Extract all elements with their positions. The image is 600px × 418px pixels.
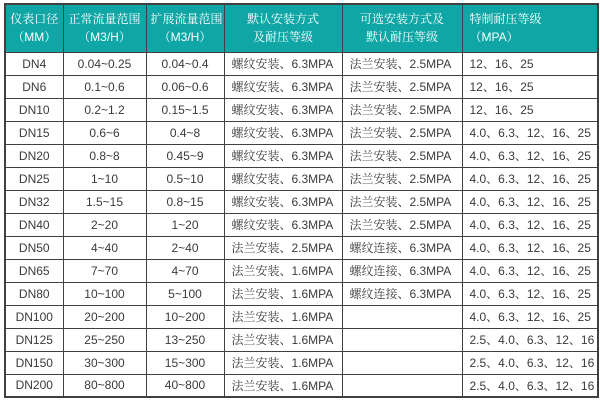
cell-optional-install-method: 螺纹连接、6.3MPA xyxy=(342,282,462,305)
cell-default-install-method: 螺纹安装、6.3MPA xyxy=(224,75,342,98)
cell-normal-flow-range: 0.2~1.2 xyxy=(63,98,146,121)
table-row-dn100 xyxy=(5,305,598,328)
cell-normal-flow-range: 30~300 xyxy=(63,351,146,374)
cell-normal-flow-range: 2~20 xyxy=(63,213,146,236)
column-header-line: （M3/H） xyxy=(158,30,212,45)
cell-default-install-method: 螺纹安装、6.3MPA xyxy=(224,144,342,167)
cell-meter-diameter: DN10 xyxy=(5,98,63,121)
column-header-line: 可选安装方式及 xyxy=(359,11,444,26)
cell-special-pressure-rating: 4.0、6.3、12、16、25 xyxy=(462,121,598,144)
cell-normal-flow-range: 0.6~6 xyxy=(63,121,146,144)
flow-meter-spec-table-container xyxy=(4,3,599,398)
cell-default-install-method: 法兰安装、1.6MPA xyxy=(224,259,342,282)
table-row-dn65 xyxy=(5,259,598,282)
cell-optional-install-method: 法兰安装、2.5MPA xyxy=(342,144,462,167)
column-header-line: 扩展流量范围 xyxy=(150,11,223,26)
table-row-dn40 xyxy=(5,213,598,236)
cell-special-pressure-rating: 12、16、25 xyxy=(462,52,598,75)
cell-meter-diameter: DN150 xyxy=(5,351,63,374)
cell-meter-diameter: DN50 xyxy=(5,236,63,259)
cell-meter-diameter: DN6 xyxy=(5,75,63,98)
column-header-meter-diameter xyxy=(5,4,63,52)
cell-special-pressure-rating: 4.0、6.3、12、16、25 xyxy=(462,236,598,259)
cell-special-pressure-rating: 4.0、6.3、12、16、25 xyxy=(462,190,598,213)
cell-default-install-method: 法兰安装、1.6MPA xyxy=(224,351,342,374)
column-header-line: 正常流量范围 xyxy=(68,11,141,26)
cell-meter-diameter: DN65 xyxy=(5,259,63,282)
cell-default-install-method: 法兰安装、1.6MPA xyxy=(224,282,342,305)
cell-meter-diameter: DN20 xyxy=(5,144,63,167)
cell-extended-flow-range: 1~20 xyxy=(146,213,224,236)
cell-special-pressure-rating: 12、16、25 xyxy=(462,75,598,98)
column-header-line: （MM） xyxy=(12,30,57,45)
cell-extended-flow-range: 0.8~15 xyxy=(146,190,224,213)
cell-optional-install-method: 螺纹连接、6.3MPA xyxy=(342,259,462,282)
cell-normal-flow-range: 1.5~15 xyxy=(63,190,146,213)
table-row-dn10 xyxy=(5,98,598,121)
table-row-dn25 xyxy=(5,167,598,190)
cell-default-install-method: 螺纹安装、6.3MPA xyxy=(224,121,342,144)
column-header-line: 仪表口径 xyxy=(10,11,59,26)
cell-optional-install-method: 法兰安装、2.5MPA xyxy=(342,213,462,236)
cell-extended-flow-range: 0.15~1.5 xyxy=(146,98,224,121)
table-row-dn20 xyxy=(5,144,598,167)
cell-extended-flow-range: 0.45~9 xyxy=(146,144,224,167)
cell-default-install-method: 螺纹安装、6.3MPA xyxy=(224,98,342,121)
cell-optional-install-method: 法兰安装、2.5MPA xyxy=(342,121,462,144)
cell-special-pressure-rating: 4.0、6.3、12、16、25 xyxy=(462,305,598,328)
cell-default-install-method: 螺纹安装、6.3MPA xyxy=(224,213,342,236)
column-header-extended-flow-range xyxy=(146,4,224,52)
cell-extended-flow-range: 0.5~10 xyxy=(146,167,224,190)
column-header-line: （MPA） xyxy=(469,30,519,45)
cell-meter-diameter: DN40 xyxy=(5,213,63,236)
cell-normal-flow-range: 25~250 xyxy=(63,328,146,351)
cell-special-pressure-rating: 4.0、6.3、12、16、25 xyxy=(462,144,598,167)
cell-normal-flow-range: 7~70 xyxy=(63,259,146,282)
cell-meter-diameter: DN80 xyxy=(5,282,63,305)
cell-special-pressure-rating: 4.0、6.3、12、16、25 xyxy=(462,167,598,190)
cell-special-pressure-rating: 12、16、25 xyxy=(462,98,598,121)
table-row-dn80 xyxy=(5,282,598,305)
cell-special-pressure-rating: 4.0、6.3、12、16、25 xyxy=(462,282,598,305)
cell-meter-diameter: DN15 xyxy=(5,121,63,144)
cell-default-install-method: 螺纹安装、6.3MPA xyxy=(224,52,342,75)
cell-default-install-method: 法兰安装、1.6MPA xyxy=(224,305,342,328)
cell-normal-flow-range: 1~10 xyxy=(63,167,146,190)
header-row xyxy=(5,4,598,52)
cell-meter-diameter: DN32 xyxy=(5,190,63,213)
column-header-line: 默认安装方式 xyxy=(246,11,319,26)
cell-extended-flow-range: 10~200 xyxy=(146,305,224,328)
cell-special-pressure-rating: 2.5、4.0、6.3、12、16 xyxy=(462,328,598,351)
cell-default-install-method: 法兰安装、2.5MPA xyxy=(224,236,342,259)
table-row-dn15 xyxy=(5,121,598,144)
column-header-line: 及耐压等级 xyxy=(252,30,313,45)
table-row-dn200 xyxy=(5,374,598,397)
cell-meter-diameter: DN200 xyxy=(5,374,63,397)
cell-extended-flow-range: 0.4~8 xyxy=(146,121,224,144)
column-header-special-pressure-rating xyxy=(462,4,598,52)
column-header-line: 默认耐压等级 xyxy=(365,30,438,45)
cell-optional-install-method: 螺纹连接、6.3MPA xyxy=(342,236,462,259)
cell-optional-install-method: 法兰安装、2.5MPA xyxy=(342,75,462,98)
column-header-normal-flow-range xyxy=(63,4,146,52)
cell-normal-flow-range: 0.1~0.6 xyxy=(63,75,146,98)
cell-extended-flow-range: 13~250 xyxy=(146,328,224,351)
column-header-line: （M3/H） xyxy=(78,30,131,45)
cell-extended-flow-range: 5~100 xyxy=(146,282,224,305)
column-header-line: 特制耐压等级 xyxy=(469,11,542,26)
cell-optional-install-method xyxy=(342,374,462,397)
cell-optional-install-method xyxy=(342,351,462,374)
cell-meter-diameter: DN4 xyxy=(5,52,63,75)
cell-default-install-method: 螺纹安装、6.3MPA xyxy=(224,190,342,213)
cell-default-install-method: 法兰安装、1.6MPA xyxy=(224,328,342,351)
cell-normal-flow-range: 10~100 xyxy=(63,282,146,305)
cell-normal-flow-range: 20~200 xyxy=(63,305,146,328)
cell-optional-install-method xyxy=(342,328,462,351)
cell-extended-flow-range: 0.06~0.6 xyxy=(146,75,224,98)
cell-extended-flow-range: 2~40 xyxy=(146,236,224,259)
cell-normal-flow-range: 0.8~8 xyxy=(63,144,146,167)
cell-optional-install-method xyxy=(342,305,462,328)
cell-extended-flow-range: 40~800 xyxy=(146,374,224,397)
cell-default-install-method: 螺纹安装、6.3MPA xyxy=(224,167,342,190)
table-body xyxy=(5,52,598,397)
cell-special-pressure-rating: 4.0、6.3、12、16、25 xyxy=(462,213,598,236)
table-row-dn150 xyxy=(5,351,598,374)
cell-extended-flow-range: 4~70 xyxy=(146,259,224,282)
cell-meter-diameter: DN125 xyxy=(5,328,63,351)
cell-special-pressure-rating: 2.5、4.0、6.3、12、16 xyxy=(462,374,598,397)
cell-extended-flow-range: 0.04~0.4 xyxy=(146,52,224,75)
cell-optional-install-method: 法兰安装、2.5MPA xyxy=(342,52,462,75)
cell-meter-diameter: DN100 xyxy=(5,305,63,328)
cell-optional-install-method: 法兰安装、2.5MPA xyxy=(342,98,462,121)
cell-meter-diameter: DN25 xyxy=(5,167,63,190)
table-header xyxy=(5,4,598,52)
table-row-dn6 xyxy=(5,75,598,98)
cell-special-pressure-rating: 2.5、4.0、6.3、12、16 xyxy=(462,351,598,374)
flow-meter-spec-table xyxy=(4,3,599,398)
table-row-dn32 xyxy=(5,190,598,213)
cell-extended-flow-range: 15~300 xyxy=(146,351,224,374)
column-header-default-install-method xyxy=(224,4,342,52)
cell-normal-flow-range: 0.04~0.25 xyxy=(63,52,146,75)
cell-special-pressure-rating: 4.0、6.3、12、16、25 xyxy=(462,259,598,282)
cell-optional-install-method: 法兰安装、2.5MPA xyxy=(342,167,462,190)
cell-default-install-method: 法兰安装、1.6MPA xyxy=(224,374,342,397)
table-row-dn4 xyxy=(5,52,598,75)
table-row-dn50 xyxy=(5,236,598,259)
column-header-optional-install-method xyxy=(342,4,462,52)
cell-normal-flow-range: 4~40 xyxy=(63,236,146,259)
cell-optional-install-method: 法兰安装、2.5MPA xyxy=(342,190,462,213)
cell-normal-flow-range: 80~800 xyxy=(63,374,146,397)
table-row-dn125 xyxy=(5,328,598,351)
